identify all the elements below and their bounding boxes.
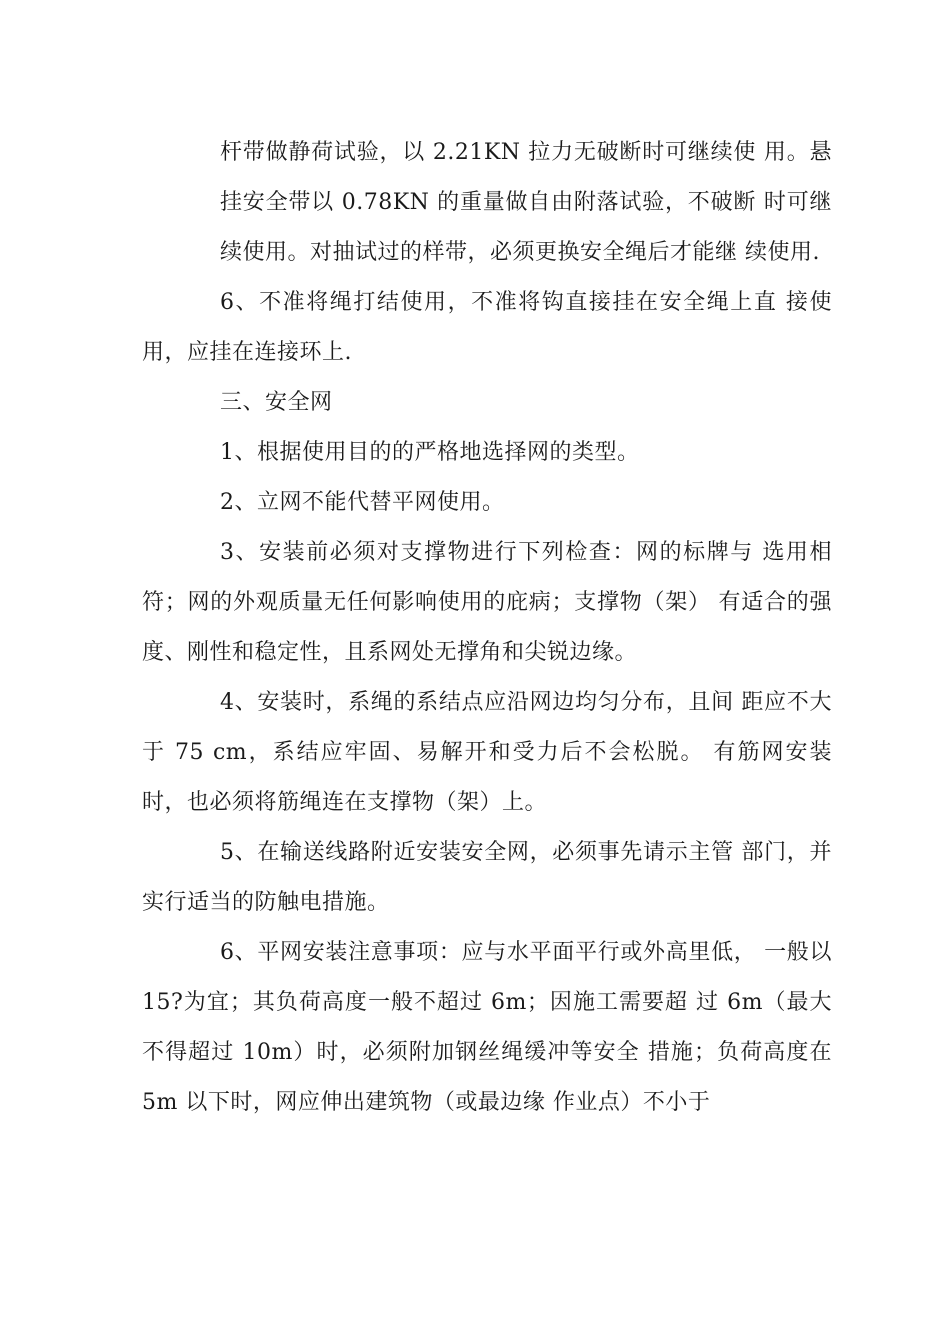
paragraph-item-4: 4、安装时，系绳的系结点应沿网边均匀分布，且间 距应不大于 75 cm，系结应牢固、易解开和受力后不会松脱。 有筋网安装时，也必须将筋绳连在支撑物（架）上。 <box>142 690 832 815</box>
paragraph-item-3: 3、安装前必须对支撑物进行下列检查：网的标牌与 选用相符；网的外观质量无任何影响使用的庇病；支撑物（架） 有适合的强度、刚性和稳定性，且系网处无撑角和尖锐边缘。 <box>142 540 832 665</box>
paragraph-item-6-net: 6、平网安装注意事项：应与水平面平行或外高里低， 一般以 15?为宜；其负荷高度一般不超过 6m；因施工需要超 过 6m（最大不得超过 10m）时，必须附加钢丝绳缓冲等安全 措施；负荷高度在 5m 以下时，网应伸出建筑物（或最边缘 作业点）不小于 <box>142 940 832 1115</box>
paragraph-continued: 杆带做静荷试验，以 2.21KN 拉力无破断时可继续使 用。悬挂安全带以 0.78KN 的重量做自由附落试验，不破断 时可继续使用。对抽试过的样带，必须更换安全绳后才能继 续使用. <box>220 140 832 265</box>
paragraph-item-5: 5、在输送线路附近安装安全网，必须事先请示主管 部门，并实行适当的防触电措施。 <box>142 840 832 915</box>
section-heading-safety-net: 三、安全网 <box>220 390 333 415</box>
paragraph-item-6-rope: 6、不准将绳打结使用，不准将钩直接挂在安全绳上直 接使用，应挂在连接环上. <box>142 290 832 365</box>
paragraph-item-2: 2、立网不能代替平网使用。 <box>220 490 505 515</box>
document-body <box>142 128 832 1128</box>
paragraph-item-1: 1、根据使用目的的严格地选择网的类型。 <box>220 440 640 465</box>
